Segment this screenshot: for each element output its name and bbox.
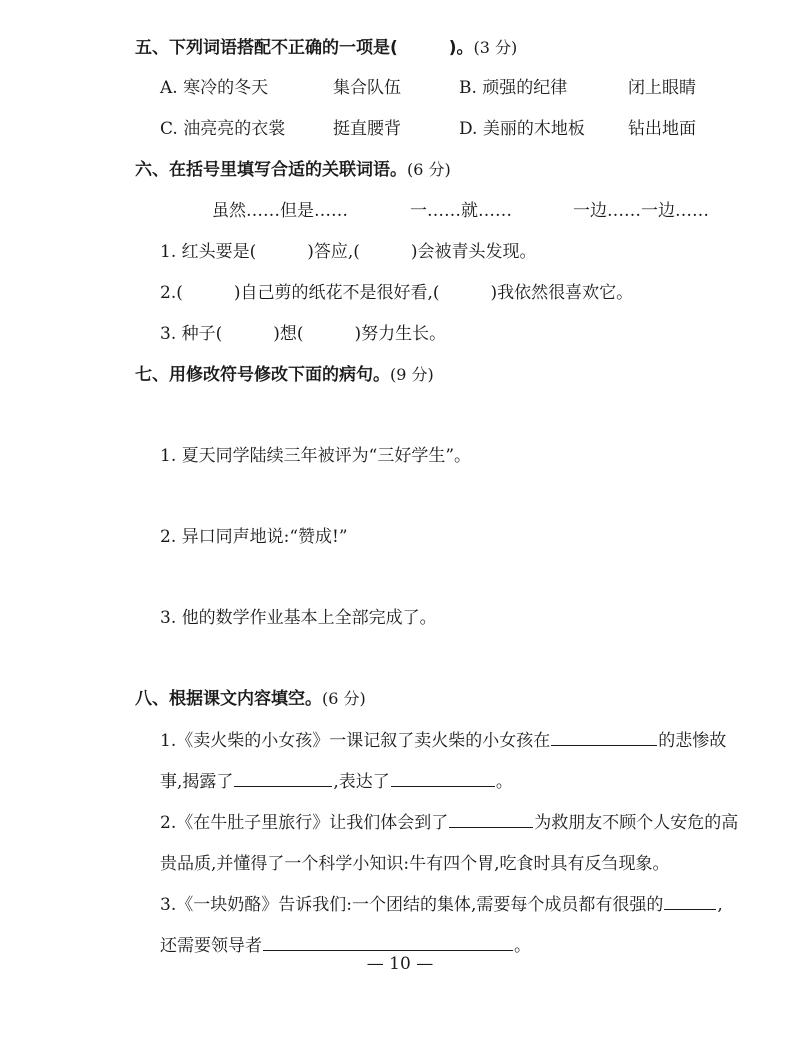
q7-item-1: 1. 夏天同学陆续三年被评为“三好学生”。 xyxy=(160,446,472,466)
q6-item-3: 3. 种子( )想( )努力生长。 xyxy=(160,324,447,344)
page-number: — 10 — xyxy=(366,954,434,974)
fill-blank[interactable] xyxy=(664,908,716,910)
section-5-title: 五、下列词语搭配不正确的一项是( )。 xyxy=(135,38,474,58)
q6-word-option-3: 一边……一边…… xyxy=(573,201,709,221)
q5-option-d-1: D. 美丽的木地板 xyxy=(459,119,585,139)
q7-item-2: 2. 异口同声地说:“赞成!” xyxy=(160,527,348,547)
section-8-title: 八、根据课文内容填空。 xyxy=(135,689,322,709)
q5-option-c-1: C. 油亮亮的衣裳 xyxy=(160,119,286,139)
section-5-heading xyxy=(135,33,517,58)
q6-item-1: 1. 红头要是( )答应,( )会被青头发现。 xyxy=(160,242,537,262)
fill-blank[interactable] xyxy=(551,744,657,746)
section-6-title: 六、在括号里填写合适的关联词语。 xyxy=(135,160,407,180)
q8-item-1-line-1: 1.《卖火柴的小女孩》一课记叙了卖火柴的小女孩在 的悲惨故 xyxy=(160,731,727,751)
q8-item-3-line-2: 还需要领导者 。 xyxy=(160,936,531,956)
section-7-points: (9 分) xyxy=(390,365,434,384)
q8-item-1-line-2: 事,揭露了 ,表达了 。 xyxy=(160,772,513,792)
q5-option-b-2: 闭上眼睛 xyxy=(628,78,696,98)
section-5-points: (3 分) xyxy=(473,38,518,57)
section-6-heading xyxy=(135,155,451,180)
fill-blank[interactable] xyxy=(391,785,495,787)
q8-item-2-line-1: 2.《在牛肚子里旅行》让我们体会到了 为救朋友不顾个人安危的高 xyxy=(160,813,739,833)
q5-option-c-2: 挺直腰背 xyxy=(333,119,401,139)
q8-item-3-line-1: 3.《一块奶酪》告诉我们:一个团结的集体,需要每个成员都有很强的 , xyxy=(160,895,723,915)
section-8-points: (6 分) xyxy=(322,689,366,708)
section-7-title: 七、用修改符号修改下面的病句。 xyxy=(135,365,390,385)
fill-blank[interactable] xyxy=(449,826,533,828)
q5-option-a-2: 集合队伍 xyxy=(333,78,401,98)
fill-blank[interactable] xyxy=(234,785,332,787)
q5-option-a-1: A. 寒冷的冬天 xyxy=(160,78,269,98)
q6-word-option-1: 虽然……但是…… xyxy=(212,201,348,221)
fill-blank[interactable] xyxy=(263,949,513,951)
section-6-points: (6 分) xyxy=(407,160,451,179)
q8-item-2-line-2: 贵品质,并懂得了一个科学小知识:牛有四个胃,吃食时具有反刍现象。 xyxy=(160,854,670,874)
q6-item-2: 2.( )自己剪的纸花不是很好看,( )我依然很喜欢它。 xyxy=(160,283,634,303)
q7-item-3: 3. 他的数学作业基本上全部完成了。 xyxy=(160,608,437,628)
q5-option-b-1: B. 顽强的纪律 xyxy=(459,78,568,98)
section-8-heading xyxy=(135,684,366,709)
q5-option-d-2: 钻出地面 xyxy=(628,119,696,139)
section-7-heading xyxy=(135,360,434,385)
q6-word-option-2: 一……就…… xyxy=(410,201,512,221)
